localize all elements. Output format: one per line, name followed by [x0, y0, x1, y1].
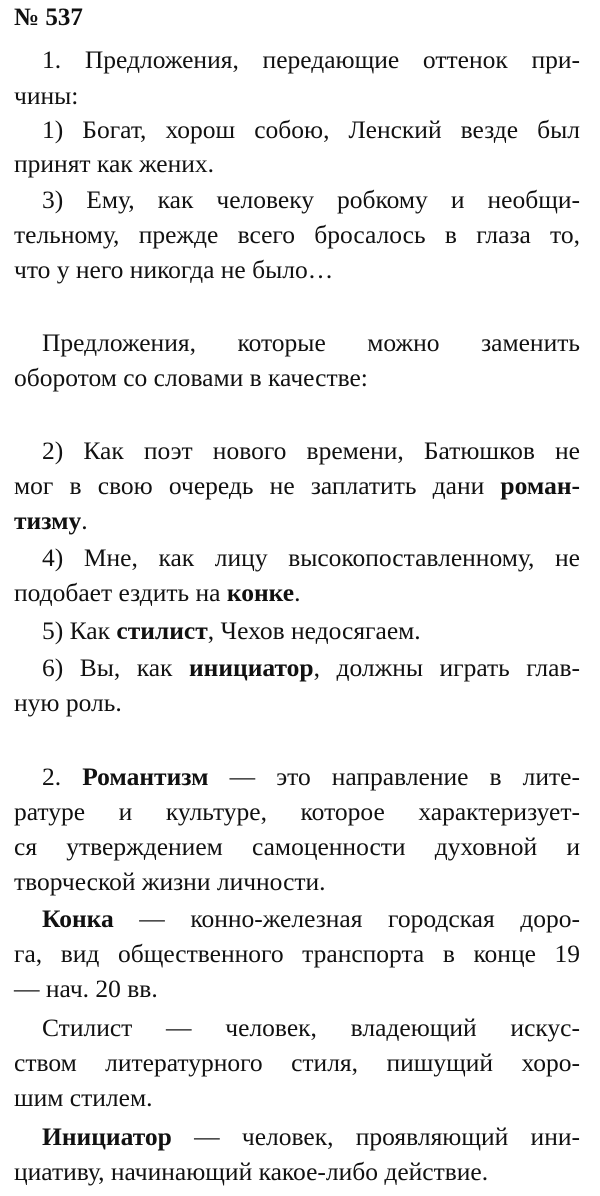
definition-stylist-line: Стилист — человек, владеющий искус-	[42, 1013, 580, 1042]
definition-konka-line: га, вид общественного транспорта в конце 19	[14, 939, 580, 968]
sentence-3-line: 3) Ему, как человеку робкому и необщи-	[42, 185, 580, 214]
sentence-2-line: 2) Как поэт нового времени, Батюшков не	[42, 436, 580, 465]
sentence-6-line: 6) Вы, как инициатор, должны играть глав-	[42, 653, 580, 682]
definition-romanticism-line: 2. Романтизм — это направление в лите-	[42, 762, 580, 791]
sentence-5-line: 5) Как стилист, Чехов недосягаем.	[42, 616, 421, 645]
text-line: чины:	[14, 81, 79, 110]
definition-initiator-line: циативу, начинающий какое-либо действие.	[14, 1157, 489, 1186]
paragraph-line: Предложения, которые можно заменить	[42, 328, 580, 357]
exercise-number: № 537	[14, 4, 83, 31]
definition-romanticism-line: творческой жизни личности.	[14, 867, 326, 896]
sentence-6-line: ную роль.	[14, 688, 122, 717]
definition-romanticism-line: ся утверждением самоценности духовной и	[14, 832, 580, 861]
sentence-1-line: принят как жених.	[14, 149, 215, 178]
sentence-1-line: 1) Богат, хорош собою, Ленский везде был	[42, 115, 580, 144]
definition-initiator-line: Инициатор — человек, проявляющий ини-	[42, 1122, 580, 1151]
definition-stylist-line: шим стилем.	[14, 1083, 153, 1112]
text-line: 1. Предложения, передающие оттенок при-	[42, 45, 580, 74]
definition-stylist-line: ством литературного стиля, пишущий хоро-	[14, 1048, 580, 1077]
definition-romanticism-line: ратуре и культуре, которое характеризует-	[14, 797, 580, 826]
sentence-3-line: тельному, прежде всего бросалось в глаза то,	[14, 220, 580, 249]
definition-konka-line: — нач. 20 вв.	[14, 974, 158, 1003]
sentence-4-line: 4) Мне, как лицу высокопоставленному, не	[42, 543, 580, 572]
sentence-2-line: мог в свою очередь не заплатить дани роман-	[14, 471, 580, 500]
sentence-3-line: что у него никогда не было…	[14, 255, 334, 284]
sentence-2-line: тизму.	[14, 506, 88, 535]
sentence-4-line: подобает ездить на конке.	[14, 578, 301, 607]
definition-konka-line: Конка — конно-железная городская доро-	[42, 904, 580, 933]
paragraph-line: оборотом со словами в качестве:	[14, 363, 368, 392]
